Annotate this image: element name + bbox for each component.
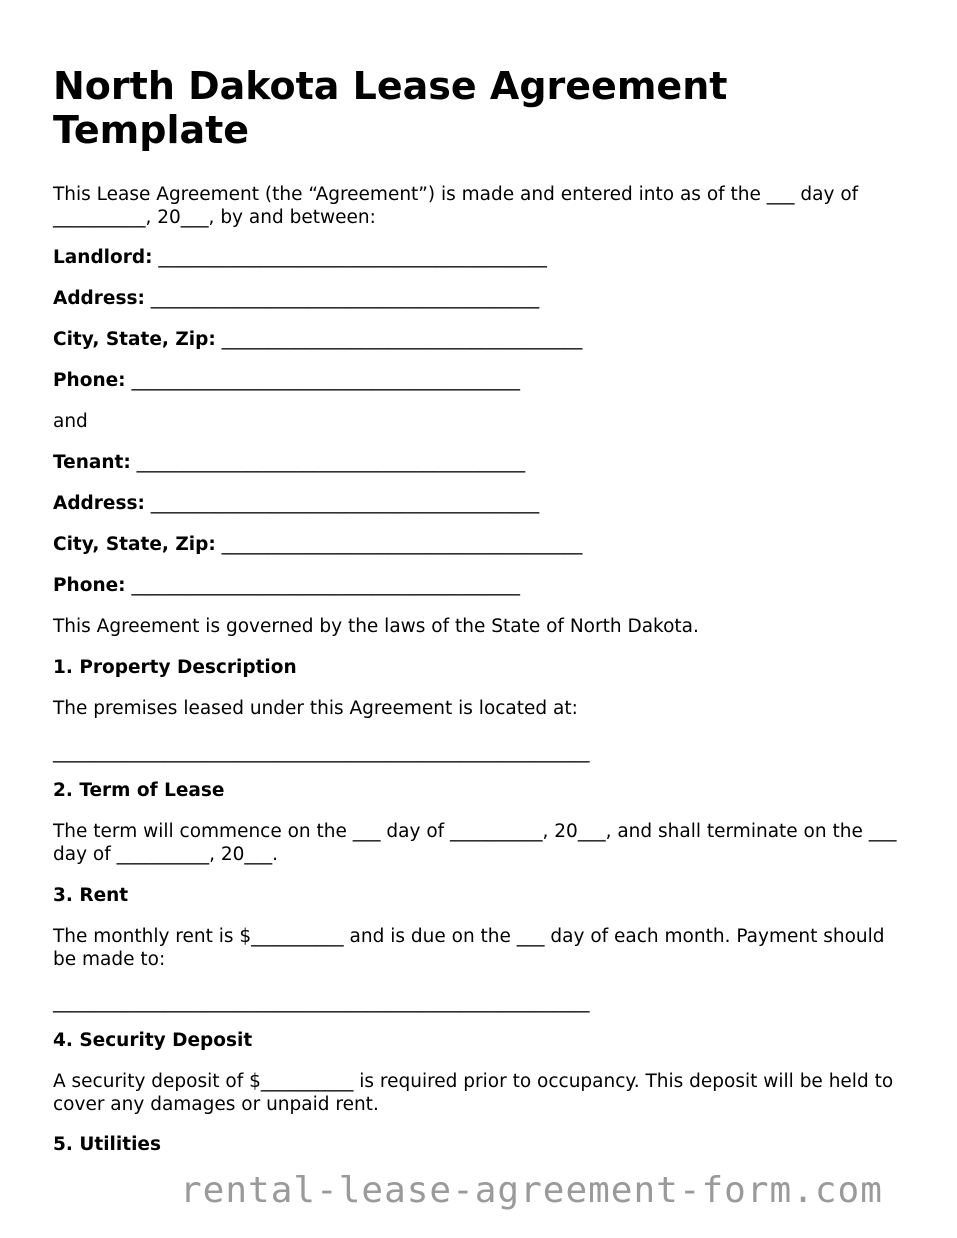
tenant-phone-field [53, 574, 520, 597]
landlord-name-blank: __________________________________________ [158, 247, 547, 268]
tenant-city-blank: _______________________________________ [221, 534, 583, 555]
landlord-phone-label: Phone: [53, 370, 126, 391]
document-title: North Dakota Lease Agreement Template [53, 64, 728, 152]
section-heading-deposit: 4. Security Deposit [53, 1030, 253, 1051]
and-label: and [53, 411, 88, 432]
landlord-city-field [53, 328, 582, 351]
property-address-blank: __________________________________________________________ [53, 742, 590, 763]
landlord-city-blank: _______________________________________ [221, 329, 583, 350]
governing-law-text: This Agreement is governed by the laws of the State of North Dakota. [53, 616, 699, 637]
property-text: The premises leased under this Agreement is located at: [53, 698, 578, 719]
site-watermark: rental-lease-agreement-form.com [180, 1170, 883, 1211]
tenant-phone-label: Phone: [53, 575, 126, 596]
tenant-name-blank: __________________________________________ [136, 452, 526, 473]
document-page [53, 64, 913, 152]
tenant-name-label: Tenant: [53, 452, 131, 473]
tenant-city-label: City, State, Zip: [53, 534, 216, 555]
deposit-text: A security deposit of $__________ is required prior to occupancy. This deposit will be held to cover any damages or unpaid rent. [53, 1071, 900, 1115]
section-heading-rent: 3. Rent [53, 885, 129, 906]
tenant-address-blank: __________________________________________ [150, 493, 540, 514]
tenant-phone-blank: __________________________________________ [131, 575, 520, 596]
and-text [53, 410, 88, 433]
tenant-address-field [53, 492, 539, 515]
tenant-name-field [53, 451, 525, 474]
rent-payee-blank: __________________________________________________________ [53, 992, 590, 1013]
landlord-address-blank: __________________________________________ [150, 288, 540, 309]
landlord-phone-blank: __________________________________________ [131, 370, 520, 391]
rent-text: The monthly rent is $__________ and is due on the ___ day of each month. Payment should be made to: [53, 926, 891, 970]
section-heading-property: 1. Property Description [53, 657, 297, 678]
landlord-phone-field [53, 369, 520, 392]
section-heading-term: 2. Term of Lease [53, 780, 225, 801]
landlord-name-label: Landlord: [53, 247, 153, 268]
landlord-name-field [53, 246, 547, 269]
tenant-address-label: Address: [53, 493, 145, 514]
intro-paragraph: This Lease Agreement (the “Agreement”) is made and entered into as of the ___ day of __________, 20___, by and between: [53, 184, 865, 228]
term-text: The term will commence on the ___ day of __________, 20___, and shall terminate on the ___ day of __________, 20___. [53, 821, 903, 865]
tenant-city-field [53, 533, 582, 556]
section-heading-utilities: 5. Utilities [53, 1134, 161, 1155]
landlord-address-field [53, 287, 539, 310]
landlord-address-label: Address: [53, 288, 145, 309]
landlord-city-label: City, State, Zip: [53, 329, 216, 350]
